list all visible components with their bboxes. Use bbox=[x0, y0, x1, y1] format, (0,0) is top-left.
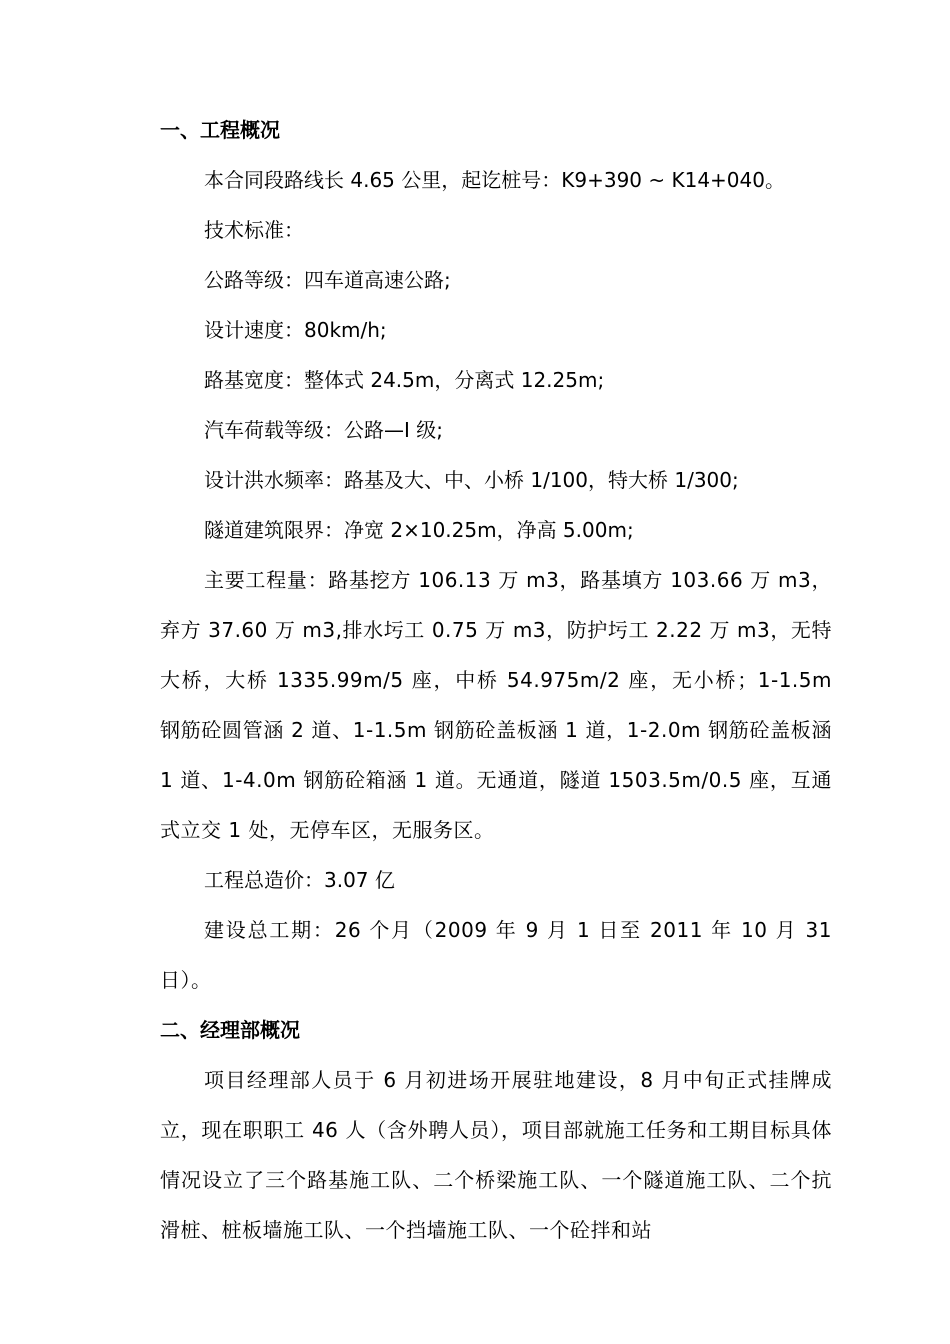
main-quantities-paragraph: 主要工程量：路基挖方 106.13 万 m3，路基填方 103.66 万 m3，弃方 37.60 万 m3,排水圬工 0.75 万 m3，防护圬工 2.22 万 m3，无特大桥，大桥 1335.99m/5 座，中桥 54.975m/2 座，无小桥；1-1.5m 钢筋砼圆管涵 2 道、1-1.5m 钢筋砼盖板涵 1 道，1-2.0m 钢筋砼盖板涵 1 道、1-4.0m 钢筋砼箱涵 1 道。无通道，隧道 1503.5m/0.5 座，互通式立交 1 处，无停车区，无服务区。 bbox=[160, 568, 832, 842]
total-cost-line: 工程总造价：3.07 亿 bbox=[204, 868, 395, 892]
management-overview-paragraph: 项目经理部人员于 6 月初进场开展驻地建设，8 月中旬正式挂牌成立，现在职职工 46 人（含外聘人员），项目部就施工任务和工期目标具体情况设立了三个路基施工队、二个桥梁施工队、一个隧道施工队、二个抗滑桩、桩板墙施工队、一个挡墙施工队、一个砼拌和站 bbox=[160, 1068, 832, 1242]
section-heading-project-overview: 一、工程概况 bbox=[160, 118, 280, 142]
vehicle-load-grade-line: 汽车荷载等级：公路—I 级; bbox=[204, 418, 443, 442]
roadbed-width-line: 路基宽度：整体式 24.5m，分离式 12.25m; bbox=[204, 368, 605, 392]
section-heading-management-overview: 二、经理部概况 bbox=[160, 1018, 300, 1042]
technical-standards-label: 技术标准： bbox=[204, 218, 304, 242]
flood-frequency-line: 设计洪水频率：路基及大、中、小桥 1/100，特大桥 1/300; bbox=[204, 468, 739, 492]
route-length-line: 本合同段路线长 4.65 公里，起讫桩号：K9+390 ~ K14+040。 bbox=[204, 168, 785, 192]
design-speed-line: 设计速度：80km/h; bbox=[204, 318, 387, 342]
tunnel-clearance-line: 隧道建筑限界：净宽 2×10.25m，净高 5.00m; bbox=[204, 518, 634, 542]
document-content bbox=[160, 105, 832, 1255]
construction-duration-paragraph: 建设总工期：26 个月（2009 年 9 月 1 日至 2011 年 10 月 31 日）。 bbox=[160, 918, 832, 992]
highway-grade-line: 公路等级：四车道高速公路; bbox=[204, 268, 451, 292]
